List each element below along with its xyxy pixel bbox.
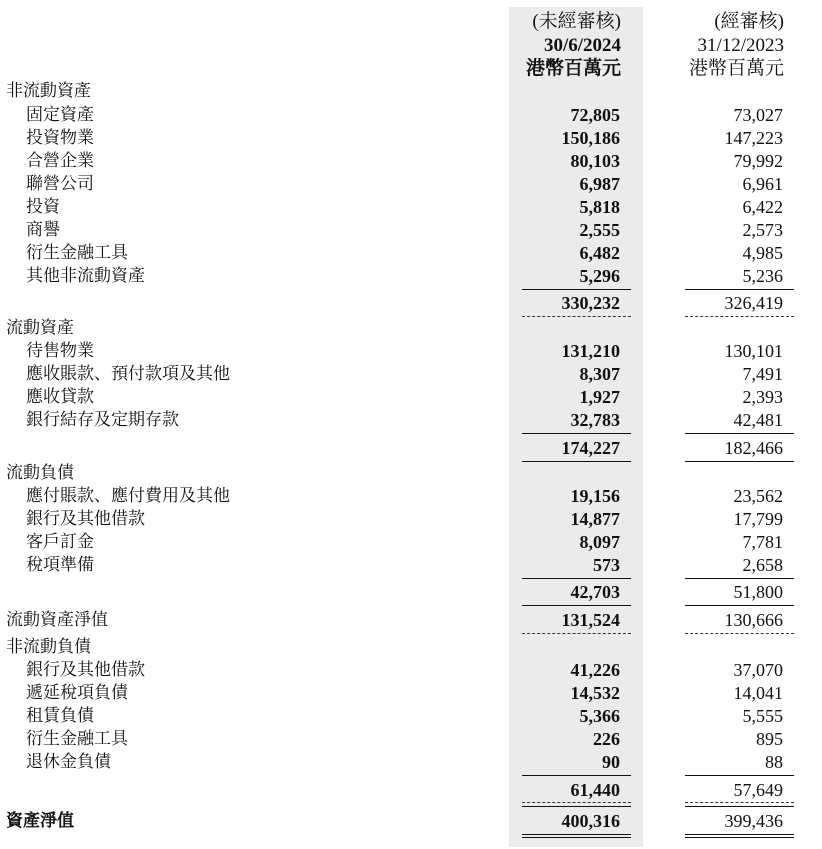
section-heading-current-assets (0, 317, 822, 340)
current-value: 6,987 (579, 174, 620, 194)
current-value: 226 (593, 729, 620, 749)
row-label: 流動資產淨值 (6, 610, 108, 630)
prior-value: 14,041 (733, 683, 783, 703)
current-value: 131,210 (561, 341, 620, 361)
current-value: 6,482 (579, 243, 620, 263)
net-current-assets-row (0, 609, 822, 632)
row-label: 其他非流動資產 (26, 266, 145, 286)
subtotal-rule (685, 775, 794, 776)
current-value: 41,226 (570, 660, 620, 680)
prior-subtotal: 326,419 (724, 293, 783, 313)
prior-value: 37,070 (733, 660, 783, 680)
row-label: 商譽 (26, 220, 60, 240)
table-row (0, 705, 822, 728)
subtotal-rule (685, 578, 794, 579)
current-value: 1,927 (579, 387, 620, 407)
current-value: 400,316 (561, 811, 620, 831)
current-audit-status: (未經審核) (532, 11, 621, 32)
dashed-rule (522, 802, 631, 803)
current-value: 150,186 (561, 128, 620, 148)
prior-period-unit: 港幣百萬元 (688, 58, 784, 79)
prior-value: 2,393 (742, 387, 783, 407)
row-label: 退休金負債 (26, 752, 111, 772)
table-row (0, 150, 822, 173)
section-heading-current-liabilities (0, 462, 822, 485)
table-row (0, 485, 822, 508)
section-title: 非流動負債 (6, 637, 91, 657)
subtotal-rule (685, 289, 794, 290)
current-value: 80,103 (570, 151, 620, 171)
table-row (0, 104, 822, 127)
section-heading-non-current-liabilities (0, 636, 822, 659)
current-value: 90 (602, 752, 620, 772)
prior-value: 88 (765, 752, 783, 772)
section-title: 流動負債 (6, 463, 74, 483)
prior-value: 5,555 (742, 706, 783, 726)
row-label: 投資 (26, 197, 60, 217)
subtotal-rule (522, 775, 631, 776)
current-value: 8,307 (579, 364, 620, 384)
current-value: 573 (593, 555, 620, 575)
row-label: 固定資產 (26, 105, 94, 125)
subtotal-row (0, 437, 822, 460)
prior-value: 399,436 (724, 811, 783, 831)
table-row (0, 127, 822, 150)
subtotal-rule (685, 433, 794, 434)
prior-value: 5,236 (742, 266, 783, 286)
table-row (0, 363, 822, 386)
double-rule (685, 834, 794, 838)
subtotal-rule (522, 605, 631, 606)
row-label: 衍生金融工具 (26, 729, 128, 749)
row-label: 銀行及其他借款 (26, 509, 145, 529)
subtotal-row (0, 581, 822, 604)
row-label: 租賃負債 (26, 706, 94, 726)
current-subtotal: 174,227 (561, 438, 620, 458)
current-value: 5,296 (579, 266, 620, 286)
prior-value: 130,101 (724, 341, 783, 361)
prior-value: 6,961 (742, 174, 783, 194)
current-value: 72,805 (570, 105, 620, 125)
table-row (0, 508, 822, 531)
subtotal-rule (522, 289, 631, 290)
prior-value: 17,799 (733, 509, 783, 529)
current-value: 14,877 (570, 509, 620, 529)
subtotal-row (0, 292, 822, 315)
prior-subtotal: 51,800 (733, 582, 783, 602)
prior-value: 2,658 (742, 555, 783, 575)
subtotal-rule (685, 605, 794, 606)
net-assets-row (0, 810, 822, 833)
prior-value: 79,992 (733, 151, 783, 171)
row-label: 應收貸款 (26, 387, 94, 407)
table-row (0, 531, 822, 554)
table-row (0, 659, 822, 682)
section-title: 非流動資產 (6, 81, 91, 101)
section-title: 流動資產 (6, 318, 74, 338)
table-row (0, 173, 822, 196)
row-label: 稅項準備 (26, 555, 94, 575)
prior-subtotal: 182,466 (724, 438, 783, 458)
row-label: 待售物業 (26, 341, 94, 361)
table-row (0, 682, 822, 705)
row-label: 客戶訂金 (26, 532, 94, 552)
prior-value: 42,481 (733, 410, 783, 430)
row-label: 銀行結存及定期存款 (26, 410, 179, 430)
prior-period-date: 31/12/2023 (697, 35, 784, 56)
subtotal-row (0, 779, 822, 802)
current-value: 14,532 (570, 683, 620, 703)
prior-value: 23,562 (733, 486, 783, 506)
table-row (0, 219, 822, 242)
subtotal-rule (685, 806, 794, 807)
row-label: 應付賬款、應付費用及其他 (26, 486, 230, 506)
double-rule (522, 834, 631, 838)
prior-value: 7,781 (742, 532, 783, 552)
current-period-date: 30/6/2024 (543, 35, 621, 56)
table-row (0, 751, 822, 774)
section-heading-non-current-assets (0, 80, 822, 103)
table-row (0, 728, 822, 751)
dashed-rule (685, 633, 794, 634)
row-label: 銀行及其他借款 (26, 660, 145, 680)
row-label: 投資物業 (26, 128, 94, 148)
prior-subtotal: 57,649 (733, 780, 783, 800)
table-row (0, 554, 822, 577)
prior-value: 7,491 (742, 364, 783, 384)
dashed-rule (685, 802, 794, 803)
current-subtotal: 330,232 (561, 293, 620, 313)
table-row (0, 409, 822, 432)
current-subtotal: 61,440 (570, 780, 620, 800)
subtotal-rule (522, 578, 631, 579)
prior-value: 73,027 (733, 105, 783, 125)
prior-value: 4,985 (742, 243, 783, 263)
row-label: 遞延稅項負債 (26, 683, 128, 703)
current-value: 5,366 (579, 706, 620, 726)
row-label: 聯營公司 (26, 174, 94, 194)
current-value: 8,097 (579, 532, 620, 552)
current-period-unit: 港幣百萬元 (525, 58, 621, 79)
row-label: 衍生金融工具 (26, 243, 128, 263)
row-label: 應收賬款、預付款項及其他 (26, 364, 230, 384)
current-value: 5,818 (579, 197, 620, 217)
current-value: 131,524 (561, 610, 620, 630)
subtotal-rule (522, 806, 631, 807)
row-label: 資產淨值 (6, 811, 74, 831)
current-value: 2,555 (579, 220, 620, 240)
table-row (0, 386, 822, 409)
prior-value: 147,223 (724, 128, 783, 148)
prior-value: 895 (756, 729, 783, 749)
subtotal-rule (522, 433, 631, 434)
prior-value: 130,666 (724, 610, 783, 630)
row-label: 合營企業 (26, 151, 94, 171)
prior-audit-status: (經審核) (714, 11, 784, 32)
current-value: 19,156 (570, 486, 620, 506)
table-row (0, 196, 822, 219)
table-row (0, 242, 822, 265)
prior-value: 2,573 (742, 220, 783, 240)
dashed-rule (522, 633, 631, 634)
table-row (0, 265, 822, 288)
current-subtotal: 42,703 (570, 582, 620, 602)
prior-value: 6,422 (742, 197, 783, 217)
table-row (0, 340, 822, 363)
current-value: 32,783 (570, 410, 620, 430)
